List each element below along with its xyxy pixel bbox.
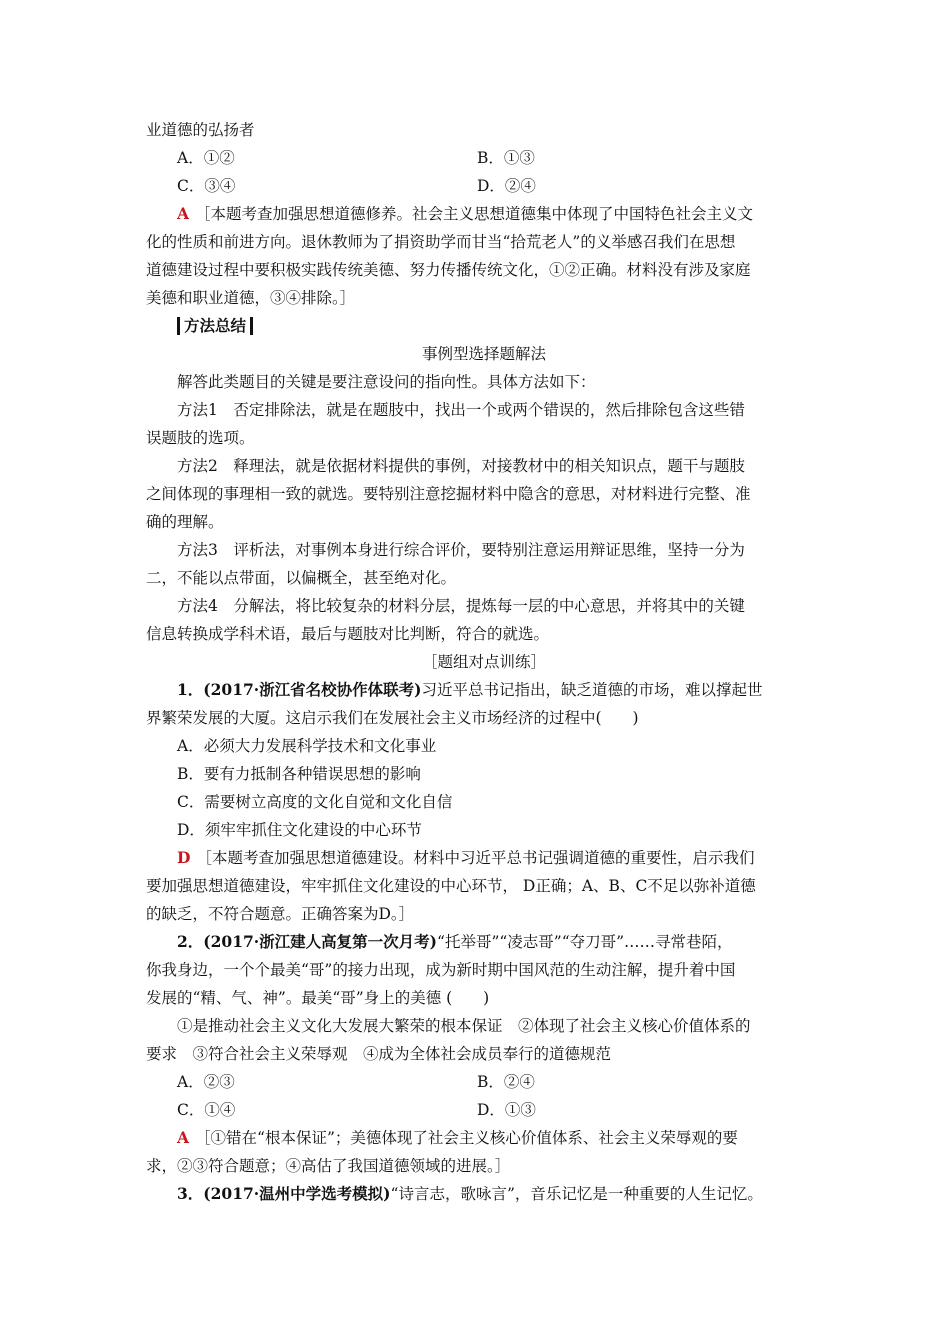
method-line: 方法3 评析法，对事例本身进行综合评价，要特别注意运用辩证思维，坚持一分为 [177, 541, 745, 559]
explanation-line: 要加强思想道德建设，牢牢抓住文化建设的中心环节， D正确；A、B、C不足以弥补道德 [146, 877, 756, 895]
explanation-text: ［本题考查加强思想道德建设。材料中习近平总书记强调道德的重要性，启示我们 [196, 849, 755, 867]
question-number: 1． [177, 680, 204, 699]
option: D．须牢牢抓住文化建设的中心环节 [177, 821, 422, 839]
option: D．①③ [477, 1101, 536, 1119]
options-row [146, 1096, 822, 1124]
option: C．③④ [177, 177, 236, 195]
explanation-text: ［本题考查加强思想道德修养。社会主义思想道德集中体现了中国特色社会主义文 [195, 205, 754, 223]
method-line: 方法4 分解法，将比较复杂的材料分层，提炼每一层的中心意思，并将其中的关键 [177, 597, 745, 615]
options-row [146, 144, 822, 172]
answer-label: D [177, 848, 191, 867]
question-line: 发展的“精、气、神”。最美“哥”身上的美德 ( ) [146, 989, 490, 1007]
question-source: (2017·浙江建人高复第一次月考) [203, 932, 438, 951]
options-row [146, 1068, 822, 1096]
explanation-line: 的缺乏，不符合题意。正确答案为D。］ [146, 905, 415, 923]
question-source: (2017·浙江省名校协作体联考) [203, 680, 422, 699]
options-row [146, 172, 822, 200]
explanation-line: 道德建设过程中要积极实践传统美德、努力传播传统文化，①②正确。材料没有涉及家庭 [146, 261, 751, 279]
option: B．②④ [477, 1073, 535, 1091]
question-line: 你我身边，一个个最美“哥”的接力出现，成为新时期中国风范的生动注解，提升着中国 [146, 961, 736, 979]
question-source: (2017·温州中学选考模拟) [203, 1184, 391, 1203]
statement-line: ①是推动社会主义文化大发展大繁荣的根本保证 ②体现了社会主义核心价值体系的 [177, 1017, 751, 1035]
option: B．①③ [477, 149, 535, 167]
explanation-line [146, 844, 822, 872]
question-line [146, 676, 822, 704]
section-title: 事例型选择题解法 [421, 345, 546, 363]
option: B．要有力抵制各种错误思想的影响 [177, 765, 421, 783]
option: D．②④ [477, 177, 536, 195]
option: A．②③ [177, 1073, 235, 1091]
section-header-line [146, 312, 822, 340]
method-line: 方法2 释理法，就是依据材料提供的事例，对接教材中的相关知识点，题干与题肢 [177, 457, 745, 475]
explanation-line: 求，②③符合题意；④高估了我国道德领域的进展。］ [146, 1157, 511, 1175]
option: A．①② [177, 149, 235, 167]
answer-label: A [177, 204, 190, 223]
answer-label: A [177, 1128, 190, 1147]
option: A．必须大力发展科学技术和文化事业 [177, 737, 437, 755]
question-text: “诗言志，歌咏言”，音乐记忆是一种重要的人生记忆。 [390, 1185, 763, 1203]
question-text: “托举哥”“凌志哥”“夺刀哥”……寻常巷陌， [437, 933, 733, 951]
section-header: 方法总结 [177, 317, 253, 335]
question-line [146, 1180, 822, 1208]
method-line: 误题肢的选项。 [146, 429, 255, 447]
option: C．①④ [177, 1101, 236, 1119]
method-line: 信息转换成学科术语，最后与题肢对比判断，符合的就选。 [146, 625, 550, 643]
explanation-line [146, 1124, 822, 1152]
explanation-text: ［①错在“根本保证”；美德体现了社会主义核心价值体系、社会主义荣辱观的要 [195, 1129, 738, 1147]
method-line: 二，不能以点带面，以偏概全，甚至绝对化。 [146, 569, 457, 587]
statement-line: 要求 ③符合社会主义荣辱观 ④成为全体社会成员奉行的道德规范 [146, 1045, 612, 1063]
text-line: 业道德的弘扬者 [146, 121, 255, 139]
page-content [146, 116, 822, 1208]
question-number: 3． [177, 1184, 204, 1203]
question-text: 习近平总书记指出，缺乏道德的市场，难以撑起世 [421, 681, 763, 699]
explanation-line: 美德和职业道德，③④排除。］ [146, 289, 356, 307]
explanation-line: 化的性质和前进方向。退休教师为了捐资助学而甘当“拾荒老人”的义举感召我们在思想 [146, 233, 736, 251]
text-line: 解答此类题目的关键是要注意设问的指向性。具体方法如下： [177, 373, 596, 391]
explanation-line [146, 200, 822, 228]
option: C．需要树立高度的文化自觉和文化自信 [177, 793, 453, 811]
training-title: ［题组对点训练］ [421, 653, 546, 671]
question-line: 界繁荣发展的大厦。这启示我们在发展社会主义市场经济的过程中( ) [146, 709, 639, 727]
method-line: 确的理解。 [146, 513, 224, 531]
method-line: 之间体现的事理相一致的就选。要特别注意挖掘材料中隐含的意思，对材料进行完整、准 [146, 485, 751, 503]
question-line [146, 928, 822, 956]
method-line: 方法1 否定排除法，就是在题肢中，找出一个或两个错误的，然后排除包含这些错 [177, 401, 745, 419]
question-number: 2． [177, 932, 204, 951]
